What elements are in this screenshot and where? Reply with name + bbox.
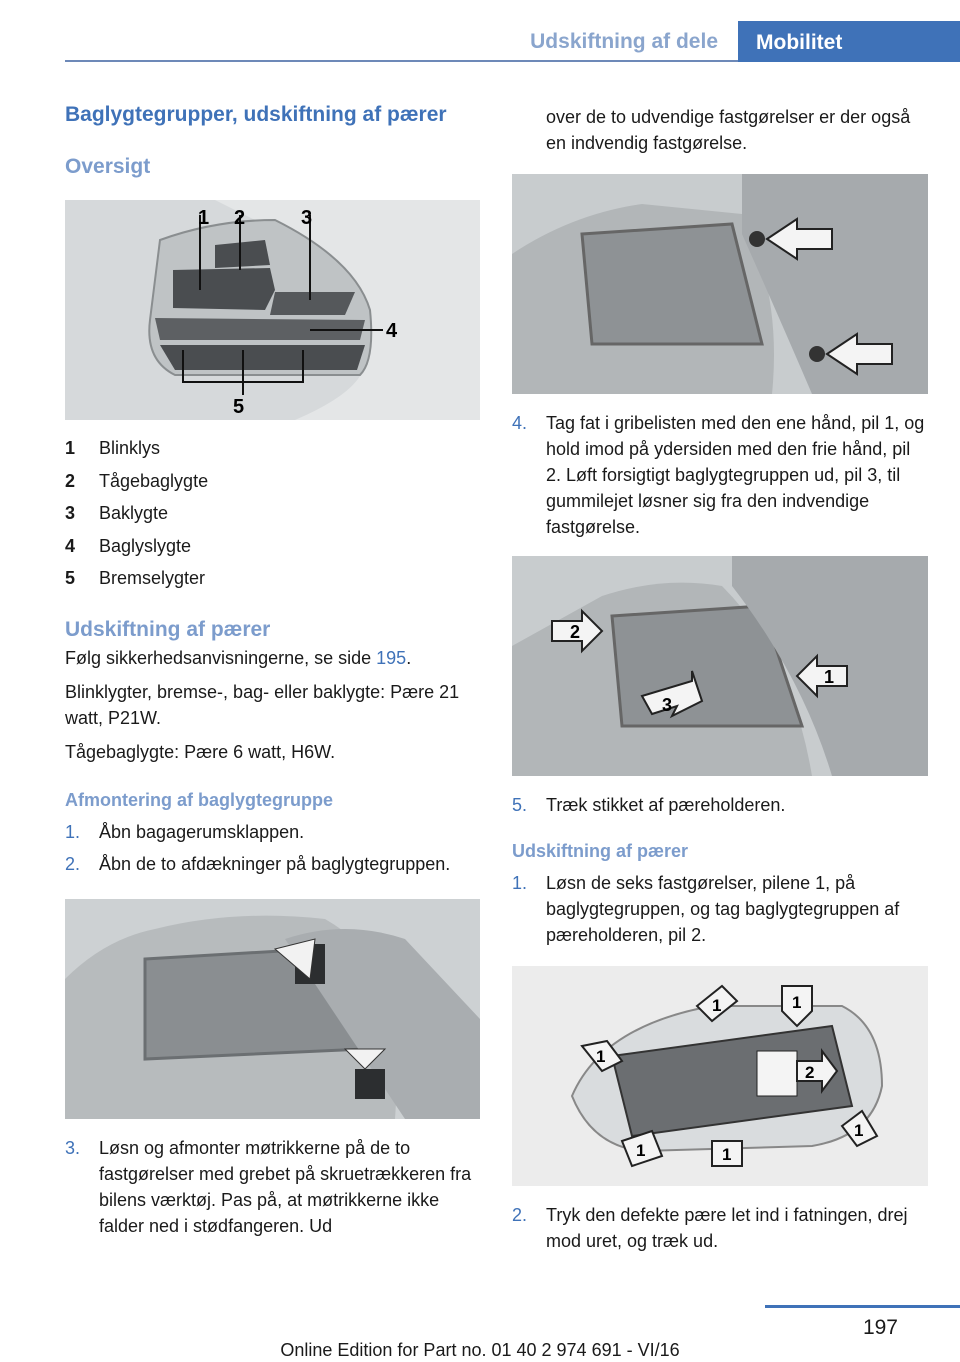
fig1-callout-4: 4 xyxy=(386,320,398,342)
covers-illustration xyxy=(65,899,480,1119)
bulb-holder-illustration xyxy=(512,966,928,1186)
taillight-overview-illustration xyxy=(65,200,480,420)
fig5-callout: 1 xyxy=(636,1141,646,1160)
step-item: 4. Tag fat i gribelisten med den ene hånd, pil 1, og hold imod på ydersiden med den frie hånd, pil 2. Løft forsigtigt baglygtegruppen ud, pil 3, til gummilejet løsner sig fra den indvendige fastgørelse. xyxy=(512,413,925,537)
step-item: 2. Tryk den defekte pære let ind i fatningen, drej mod uret, og træk ud. xyxy=(512,1205,908,1251)
page-link[interactable]: 195 xyxy=(376,647,407,668)
overview-heading: Oversigt xyxy=(65,155,151,178)
fog-bulb-spec-text: Tågebaglygte: Pære 6 watt, H6W. xyxy=(65,741,336,762)
header-section-title: Udskiftning af dele xyxy=(530,30,718,53)
lift-out-illustration xyxy=(512,556,928,776)
page-header xyxy=(0,0,960,62)
fig5-callout: 1 xyxy=(596,1047,606,1066)
section-title: Baglygtegrupper, udskiftning af pærer xyxy=(65,103,447,126)
step-item: 1. Åbn bagagerumsklappen. xyxy=(65,821,305,842)
bulb-spec-text: Blinklygter, bremse-, bag- eller baklygte: Pære 21 watt, P21W. xyxy=(65,681,460,728)
fig1-callout-2: 2 xyxy=(234,207,246,229)
fig4-callout-2: 2 xyxy=(570,622,581,642)
fig1-callout-1: 1 xyxy=(198,207,210,229)
header-chapter-tab: Mobilitet xyxy=(738,21,960,62)
legend-list xyxy=(65,432,480,595)
footer-rule xyxy=(765,1305,960,1308)
fasteners-illustration xyxy=(512,174,928,394)
fig5-callout: 1 xyxy=(792,993,802,1012)
legend-item: 2 Tågebaglygte xyxy=(65,470,209,491)
replace-bulbs-subheading: Udskiftning af pærer xyxy=(512,841,689,861)
page-footer xyxy=(0,1300,960,1362)
legend-item: 5 Bremselygter xyxy=(65,568,206,588)
legend-item: 4 Baglyslygte xyxy=(65,535,192,556)
left-column xyxy=(65,100,480,1239)
fig1-callout-3: 3 xyxy=(301,207,313,229)
page-number: 197 xyxy=(862,1316,898,1339)
continuation-text: over de to udvendige fastgørelser er der også en indvendig fastgørelse. xyxy=(546,107,911,153)
replace-bulbs-heading: Udskiftning af pærer xyxy=(65,617,271,641)
legend-item: 1 Blinklys xyxy=(65,438,161,458)
legend-item: 3 Baklygte xyxy=(65,503,169,523)
fig5-callout: 1 xyxy=(712,996,722,1015)
taillight-overview-figure xyxy=(65,200,480,420)
fig4-callout-1: 1 xyxy=(824,667,835,687)
step-item: 2. Åbn de to afdækninger på baglygtegruppen. xyxy=(65,853,451,874)
right-column xyxy=(512,104,928,1254)
fig5-callout: 1 xyxy=(854,1121,864,1140)
fig5-callout: 1 xyxy=(722,1145,732,1164)
covers-figure xyxy=(65,899,480,1119)
step-item: 5. Træk stikket af pæreholderen. xyxy=(512,795,786,815)
fasteners-figure xyxy=(512,174,928,394)
fig1-callout-5: 5 xyxy=(233,396,245,418)
lift-out-figure xyxy=(512,556,928,776)
safety-note: Følg sikkerhedsanvisningerne, se side 195. xyxy=(65,647,412,668)
step-item: 1. Løsn de seks fastgørelser, pilene 1, på baglygtegruppen, og tag baglygtegruppen af pæreholderen, pil 2. xyxy=(512,873,900,945)
bulb-holder-figure xyxy=(512,966,928,1186)
step-item: 3. Løsn og afmonter møtrikkerne på de to fastgørelser med grebet på skruetrækkeren fra bilens værktøj. Pas på, at møtrikkerne ikke falder ned i stødfangeren. Ud xyxy=(65,1137,472,1236)
removal-heading: Afmontering af baglygtegruppe xyxy=(65,789,334,810)
fig5-callout: 2 xyxy=(805,1063,815,1082)
fig4-callout-3: 3 xyxy=(662,695,673,715)
edition-text: Online Edition for Part no. 01 40 2 974 691 - VI/16 xyxy=(280,1340,680,1360)
